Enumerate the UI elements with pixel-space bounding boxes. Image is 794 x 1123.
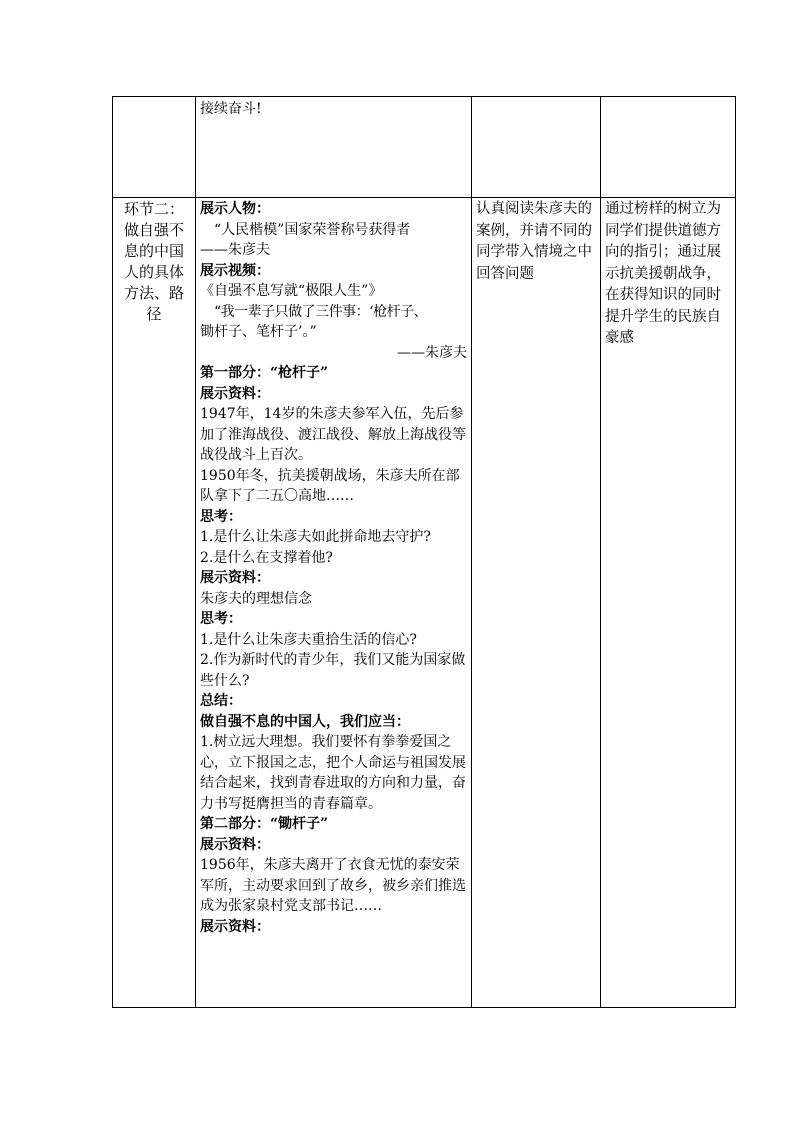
table-row (113, 97, 736, 198)
summary-text: 1.树立远大理想。我们要怀有拳拳爱国之心，立下报国之志，把个人命运与祖国发展结合起来，找到青春进取的方向和力量，奋力书写挺膺担当的青春篇章。 (200, 734, 466, 812)
heading-think: 思考： (200, 508, 242, 525)
question-text: 2.作为新时代的青少年，我们又能为国家做些什么? (200, 652, 466, 689)
section-heading: 第一部分：“枪杆子” (200, 365, 329, 381)
content-text: ——朱彦夫 (200, 242, 270, 258)
stage-cell (113, 97, 196, 198)
content-text: 《自强不息写就“极限人生”》 (200, 283, 383, 299)
heading-show-person: 展示人物： (200, 201, 270, 217)
content-text: 接续奋斗! (200, 101, 262, 117)
content-text: 1956年，朱彦夫离开了衣食无忧的泰安荣军所，主动要求回到了故乡，被乡亲们推选成为张家泉村党支部书记…… (200, 857, 466, 914)
content-text: 锄杆子、笔杆子’。” (200, 324, 317, 340)
design-intent-text: 通过榜样的树立为同学们提供道德方向的指引；通过展示抗美援朝战争，在获得知识的同时提升学生的民族自豪感 (605, 201, 721, 346)
content-text: “人民楷模”国家荣誉称号获得者 (214, 221, 411, 238)
design-intent-cell (601, 97, 736, 198)
section-heading: 第二部分：“锄杆子” (200, 816, 329, 832)
content-cell (196, 97, 472, 198)
lesson-plan-table (112, 96, 736, 1008)
content-text: 1950年冬，抗美援朝战场，朱彦夫所在部队拿下了二五〇高地…… (200, 467, 460, 504)
content-text: 朱彦夫的理想信念 (200, 590, 312, 607)
design-intent-cell (601, 198, 736, 1008)
question-text: 1.是什么让朱彦夫如此拼命地去守护? (200, 529, 431, 545)
heading-show-material: 展示资料： (200, 570, 270, 586)
table-row (113, 198, 736, 1008)
heading-show-material: 展示资料： (200, 918, 270, 935)
heading-show-material: 展示资料： (200, 385, 270, 402)
heading-summary: 总结： (200, 693, 242, 709)
content-text: “我一辈子只做了三件事：‘枪杆子、 (214, 303, 428, 320)
heading-think: 思考： (200, 611, 242, 627)
student-activity-cell (472, 97, 601, 198)
stage-cell (113, 198, 196, 1008)
content-text: 1947年，14岁的朱彦夫参军入伍，先后参加了淮海战役、渡江战役、解放上海战役等战役战斗上百次。 (200, 406, 466, 463)
question-text: 1.是什么让朱彦夫重拾生活的信心? (200, 631, 417, 648)
stage-text: 环节二：做自强不息的中国人的具体方法、路径 (123, 200, 184, 323)
student-activity-text: 认真阅读朱彦夫的案例，并请不同的同学带入情境之中回答问题 (476, 201, 592, 282)
heading-show-material: 展示资料： (200, 836, 270, 853)
content-text: ——朱彦夫 (397, 344, 467, 361)
heading-show-video: 展示视频： (200, 262, 270, 279)
student-activity-cell (472, 198, 601, 1008)
question-text: 2.是什么在支撑着他? (200, 549, 333, 566)
summary-lead: 做自强不息的中国人，我们应当： (200, 713, 410, 730)
content-cell (196, 198, 472, 1008)
